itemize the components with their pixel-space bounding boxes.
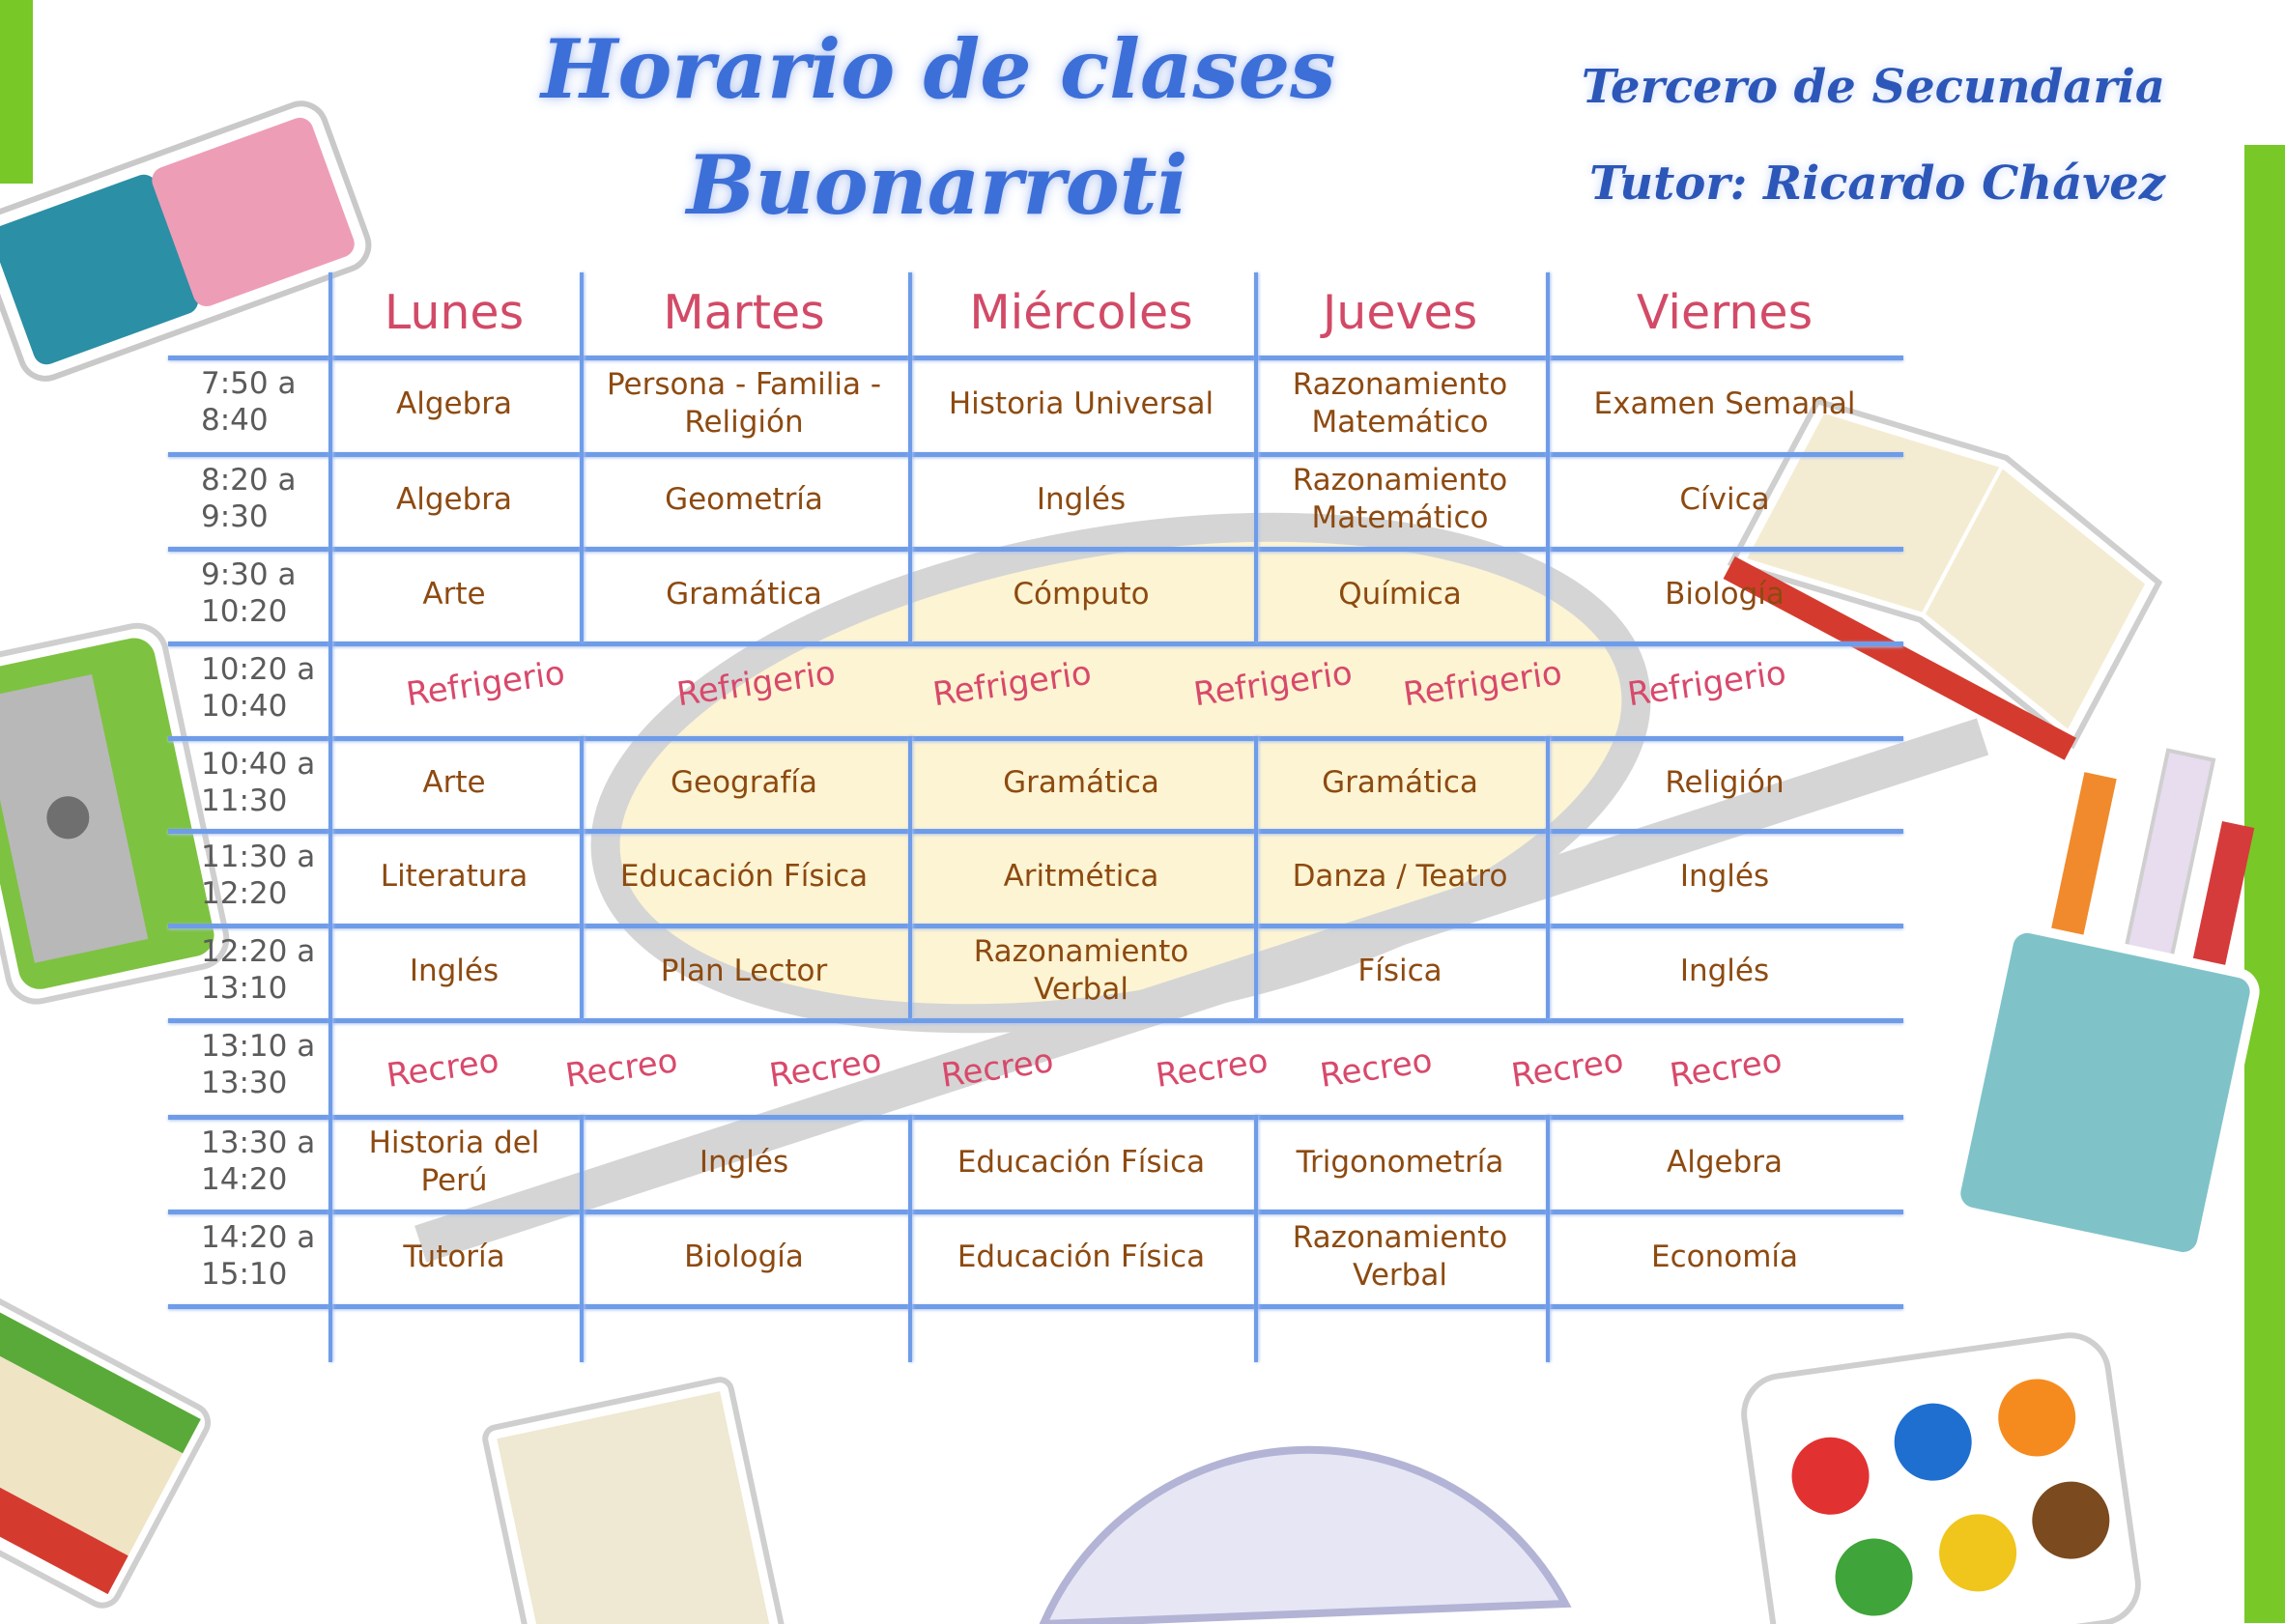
subject-cell: Geometría bbox=[665, 481, 823, 517]
subject-cell: Historia Universal bbox=[948, 385, 1214, 421]
break-label-recreo: Recreo bbox=[1667, 1041, 1785, 1096]
tutor-label: Tutor: Ricardo Chávez bbox=[1588, 157, 2165, 211]
protractor-icon bbox=[1043, 1450, 1565, 1624]
row-divider bbox=[168, 1304, 1903, 1309]
break-label-recreo: Recreo bbox=[766, 1041, 884, 1096]
column-divider bbox=[1546, 736, 1550, 1018]
subject-cell: Economía bbox=[1650, 1239, 1799, 1274]
subject-cell: Historia del Perú bbox=[368, 1125, 540, 1198]
subject-cell: Educación Física bbox=[619, 858, 869, 894]
time-slot: 12:20 a 13:10 bbox=[201, 934, 316, 1006]
subject-cell: Física bbox=[1357, 953, 1442, 988]
day-header-0: Lunes bbox=[384, 285, 525, 340]
time-slot: 11:30 a 12:20 bbox=[201, 840, 316, 911]
time-slot: 9:30 a 10:20 bbox=[201, 557, 297, 629]
column-divider bbox=[580, 1115, 584, 1362]
subject-cell: Plan Lector bbox=[660, 953, 828, 988]
row-divider bbox=[168, 1018, 1903, 1023]
sharpener-icon bbox=[0, 620, 232, 1007]
time-slot: 7:50 a 8:40 bbox=[201, 366, 297, 438]
time-slot: 13:10 a 13:30 bbox=[201, 1029, 316, 1100]
column-divider bbox=[908, 1115, 912, 1362]
break-label-refrigerio: Refrigerio bbox=[674, 653, 839, 715]
subject-cell: Tutoría bbox=[403, 1239, 505, 1274]
subject-cell: Trigonometría bbox=[1296, 1144, 1504, 1180]
column-divider bbox=[328, 272, 332, 1362]
checklist-icon bbox=[483, 1378, 785, 1624]
time-slot: 8:20 a 9:30 bbox=[201, 463, 297, 534]
subject-cell: Inglés bbox=[699, 1144, 789, 1180]
subject-cell: Literatura bbox=[380, 858, 528, 894]
time-slot: 14:20 a 15:10 bbox=[201, 1220, 316, 1292]
grade-label: Tercero de Secundaria bbox=[1581, 60, 2165, 114]
subject-cell: Persona - Familia -Religión bbox=[606, 367, 882, 440]
subject-cell: Inglés bbox=[1679, 953, 1770, 988]
subject-cell: Cómputo bbox=[1013, 576, 1150, 612]
day-header-2: Miércoles bbox=[969, 285, 1193, 340]
book-stack-icon bbox=[0, 1266, 214, 1611]
subject-cell: Biología bbox=[684, 1239, 804, 1274]
subject-cell: Inglés bbox=[1036, 481, 1127, 517]
time-slot: 10:40 a 11:30 bbox=[201, 747, 316, 818]
subject-cell: Algebra bbox=[1667, 1144, 1783, 1180]
break-label-refrigerio: Refrigerio bbox=[1401, 653, 1565, 715]
break-label-recreo: Recreo bbox=[1317, 1041, 1435, 1096]
subject-cell: Algebra bbox=[396, 385, 512, 421]
subject-cell: Inglés bbox=[1679, 858, 1770, 894]
paint-set-icon bbox=[1739, 1330, 2143, 1624]
title-line-1: Horario de clases bbox=[541, 21, 1336, 117]
subject-cell: Química bbox=[1338, 576, 1462, 612]
day-header-4: Viernes bbox=[1636, 285, 1814, 340]
time-slot: 10:20 a 10:40 bbox=[201, 652, 316, 724]
time-slot: 13:30 a 14:20 bbox=[201, 1125, 316, 1197]
day-header-3: Jueves bbox=[1322, 285, 1478, 340]
title-line-2: Buonarroti bbox=[686, 137, 1188, 233]
row-divider bbox=[168, 641, 1903, 646]
column-divider bbox=[1254, 736, 1258, 1018]
subject-cell: Examen Semanal bbox=[1593, 385, 1856, 421]
break-label-refrigerio: Refrigerio bbox=[1625, 653, 1789, 715]
subject-cell: Educación Física bbox=[957, 1144, 1206, 1180]
break-label-refrigerio: Refrigerio bbox=[1191, 653, 1356, 715]
subject-cell: Gramática bbox=[666, 576, 822, 612]
break-label-recreo: Recreo bbox=[938, 1041, 1056, 1096]
subject-cell: Algebra bbox=[396, 481, 512, 517]
subject-cell: Razonamiento Verbal bbox=[1292, 1220, 1508, 1293]
break-label-recreo: Recreo bbox=[384, 1041, 501, 1096]
break-label-recreo: Recreo bbox=[1153, 1041, 1271, 1096]
break-label-refrigerio: Refrigerio bbox=[930, 653, 1095, 715]
column-divider bbox=[1546, 1115, 1550, 1362]
subject-cell: Cívica bbox=[1679, 481, 1770, 517]
subject-cell: Aritmética bbox=[1003, 858, 1159, 894]
subject-cell: Biología bbox=[1665, 576, 1785, 612]
subject-cell: Arte bbox=[422, 764, 486, 800]
column-divider bbox=[908, 736, 912, 1018]
subject-cell: Arte bbox=[422, 576, 486, 612]
column-divider bbox=[1254, 1115, 1258, 1362]
subject-cell: Religión bbox=[1665, 764, 1785, 800]
subject-cell: Danza / Teatro bbox=[1292, 858, 1508, 894]
column-divider bbox=[580, 736, 584, 1018]
break-label-recreo: Recreo bbox=[1508, 1041, 1626, 1096]
pencil-cup-icon bbox=[1953, 727, 2285, 1261]
break-label-recreo: Recreo bbox=[562, 1041, 680, 1096]
subject-cell: Razonamiento Matemático bbox=[1292, 367, 1508, 440]
subject-cell: Geografía bbox=[670, 764, 817, 800]
subject-cell: Razonamiento Verbal bbox=[973, 934, 1189, 1007]
eraser-icon bbox=[0, 97, 376, 385]
subject-cell: Inglés bbox=[409, 953, 500, 988]
subject-cell: Gramática bbox=[1322, 764, 1478, 800]
subject-cell: Educación Física bbox=[957, 1239, 1206, 1274]
break-label-refrigerio: Refrigerio bbox=[404, 653, 568, 715]
subject-cell: Razonamiento Matemático bbox=[1292, 463, 1508, 535]
day-header-1: Martes bbox=[663, 285, 825, 340]
subject-cell: Gramática bbox=[1003, 764, 1159, 800]
